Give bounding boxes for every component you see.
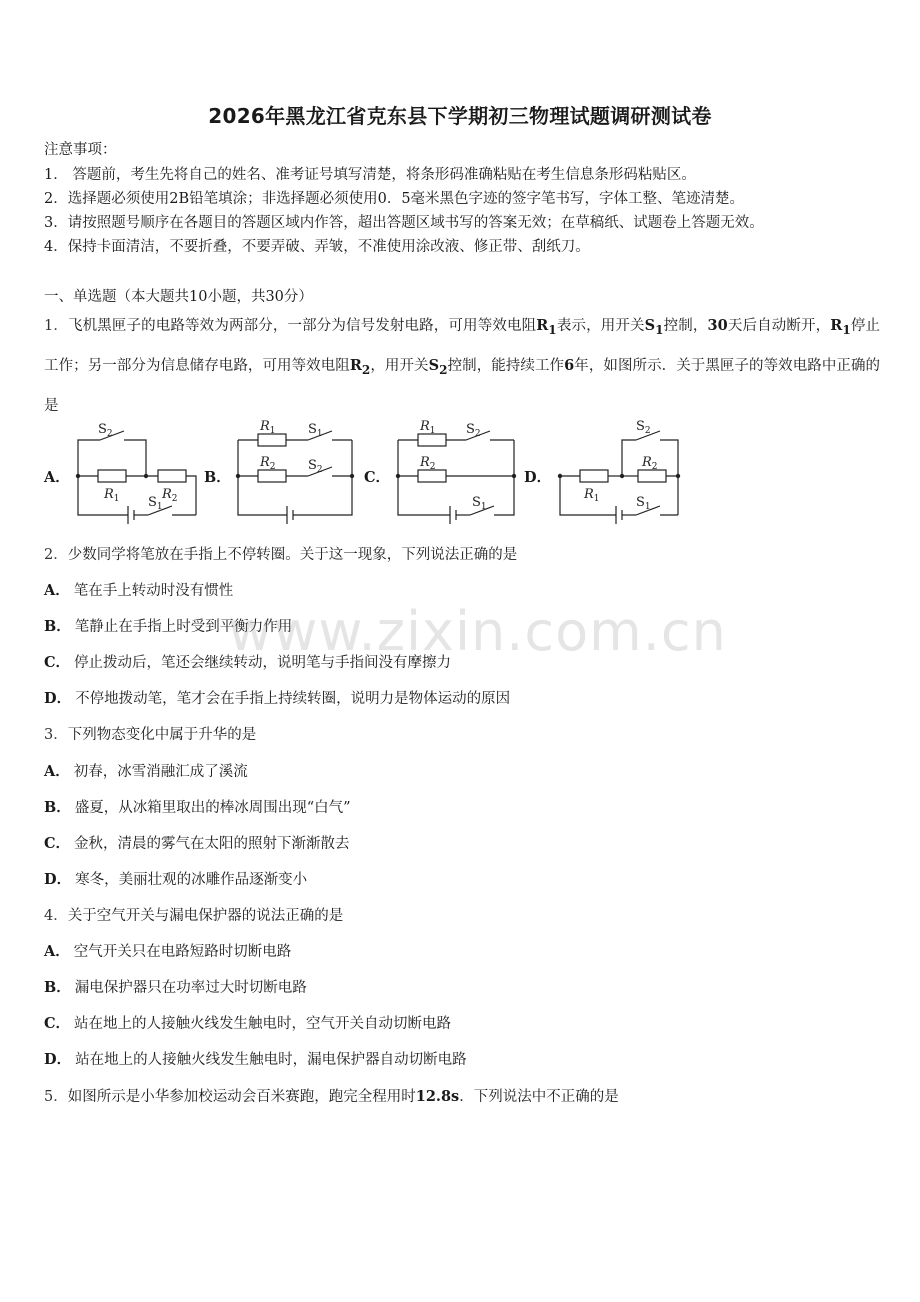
notice-heading: 注意事项： <box>44 142 117 158</box>
question-1-stem <box>44 308 880 424</box>
option-d-label[interactable]: D． <box>524 469 552 486</box>
q1-text: 天后自动断开， <box>727 318 831 334</box>
r1-symbol: $R_1$ <box>830 317 851 337</box>
circuit-b[interactable] <box>238 431 352 524</box>
q1-text: 表示，用开关 <box>556 318 645 334</box>
label-s2: $S_2$ <box>308 458 323 475</box>
q1-text: 停止工作；另一部分为信息储存电路，可用等效电阻 <box>44 318 881 374</box>
label-s2: $S_2$ <box>466 422 481 439</box>
junction-dots <box>76 474 680 478</box>
question-4-stem: 4．关于空气开关与漏电保护器的说法正确的是 <box>44 908 344 924</box>
q3-option-d[interactable]: D． 寒冬，美丽壮观的冰雕作品逐渐变小 <box>44 871 308 888</box>
years-value: 6 <box>564 356 575 374</box>
q3-option-b[interactable]: B． 盛夏，从冰箱里取出的棒冰周围出现“白气” <box>44 799 351 816</box>
notice-item-2: 2．选择题必须使用2B铅笔填涂；非选择题必须使用0．5毫米黑色字迹的签字笔书写，字体工整、笔迹清楚。 <box>44 191 745 207</box>
s1-symbol: $S_1$ <box>644 317 664 337</box>
q4-option-c[interactable]: C． 站在地上的人接触火线发生触电时，空气开关自动切断电路 <box>44 1015 452 1032</box>
option-a-label[interactable]: A． <box>44 469 70 486</box>
q2-option-d[interactable]: D． 不停地拨动笔，笔才会在手指上持续转圈，说明力是物体运动的原因 <box>44 690 511 707</box>
option-b-label[interactable]: B． <box>204 469 231 486</box>
circuit-d[interactable] <box>560 431 678 524</box>
watermark: www.zixin.com.cn <box>228 600 727 663</box>
q3-option-c[interactable]: C． 金秋，清晨的雾气在太阳的照射下渐渐散去 <box>44 835 350 852</box>
q2-option-c[interactable]: C． 停止拨动后，笔还会继续转动，说明笔与手指间没有摩擦力 <box>44 654 452 671</box>
q2-option-b[interactable]: B． 笔静止在手指上时受到平衡力作用 <box>44 618 293 635</box>
label-s1: $S_1$ <box>308 422 323 439</box>
question-3-stem: 3．下列物态变化中属于升华的是 <box>44 727 257 743</box>
label-r1: $R_1$ <box>104 487 120 504</box>
q4-option-d[interactable]: D． 站在地上的人接触火线发生触电时，漏电保护器自动切断电路 <box>44 1051 467 1068</box>
option-c-label[interactable]: C． <box>364 469 391 486</box>
section-heading: 一、单选题（本大题共10小题，共30分） <box>44 289 313 305</box>
label-r1: $R_1$ <box>420 419 436 436</box>
q1-text: 控制， <box>663 318 708 334</box>
r1-symbol: $R_1$ <box>536 317 557 337</box>
label-r1: $R_1$ <box>260 419 276 436</box>
label-r1: $R_1$ <box>584 487 600 504</box>
question-2-stem: 2．少数同学将笔放在手指上不停转圈。关于这一现象，下列说法正确的是 <box>44 547 518 563</box>
q3-option-a[interactable]: A． 初春，冰雪消融汇成了溪流 <box>44 763 248 780</box>
circuit-a[interactable] <box>78 431 196 524</box>
circuit-diagrams <box>0 412 920 532</box>
question-number: 1． <box>44 318 68 334</box>
notice-item-1: 1． 答题前，考生先将自己的姓名、准考证号填写清楚，将条形码准确粘贴在考生信息条形码粘贴区。 <box>44 167 696 183</box>
q4-option-a[interactable]: A． 空气开关只在电路短路时切断电路 <box>44 943 292 960</box>
q1-text: ，用开关 <box>370 357 429 374</box>
q2-option-a[interactable]: A． 笔在手上转动时没有惯性 <box>44 582 234 599</box>
label-r2: $R_2$ <box>260 455 276 472</box>
q4-option-b[interactable]: B． 漏电保护器只在功率过大时切断电路 <box>44 979 307 996</box>
q1-text: 飞机黑匣子的电路等效为两部分，一部分为信号发射电路，可用等效电阻 <box>68 318 537 334</box>
label-s2: $S_2$ <box>636 419 651 436</box>
question-5-stem: 5．如图所示是小华参加校运动会百米赛跑，跑完全程用时12.8s．下列说法中不正确的是 <box>44 1088 619 1105</box>
q1-text: 年，如图所示．关于黑匣子的等效电路中正确的是 <box>44 357 881 414</box>
label-s2: $S_2$ <box>98 422 113 439</box>
days-value: 30 <box>707 317 728 334</box>
notice-item-4: 4．保持卡面清洁，不要折叠，不要弄破、弄皱，不准使用涂改液、修正带、刮纸刀。 <box>44 239 590 255</box>
label-s1: $S_1$ <box>148 495 163 512</box>
label-r2: $R_2$ <box>420 455 436 472</box>
label-r2: $R_2$ <box>162 487 178 504</box>
label-s1: $S_1$ <box>472 495 487 512</box>
label-s1: $S_1$ <box>636 495 651 512</box>
r2-symbol: $R_2$ <box>349 356 371 377</box>
time-value: 12.8s <box>415 1088 460 1105</box>
label-r2: $R_2$ <box>642 455 658 472</box>
q1-text: 控制，能持续工作 <box>447 357 565 374</box>
notice-item-3: 3．请按照题号顺序在各题目的答题区域内作答，超出答题区域书写的答案无效；在草稿纸、试题卷上答题无效。 <box>44 215 764 231</box>
circuit-c[interactable] <box>398 431 514 524</box>
s2-symbol: $S_2$ <box>428 356 448 377</box>
page-title: 2026年黑龙江省克东县下学期初三物理试题调研测试卷 <box>208 104 712 128</box>
